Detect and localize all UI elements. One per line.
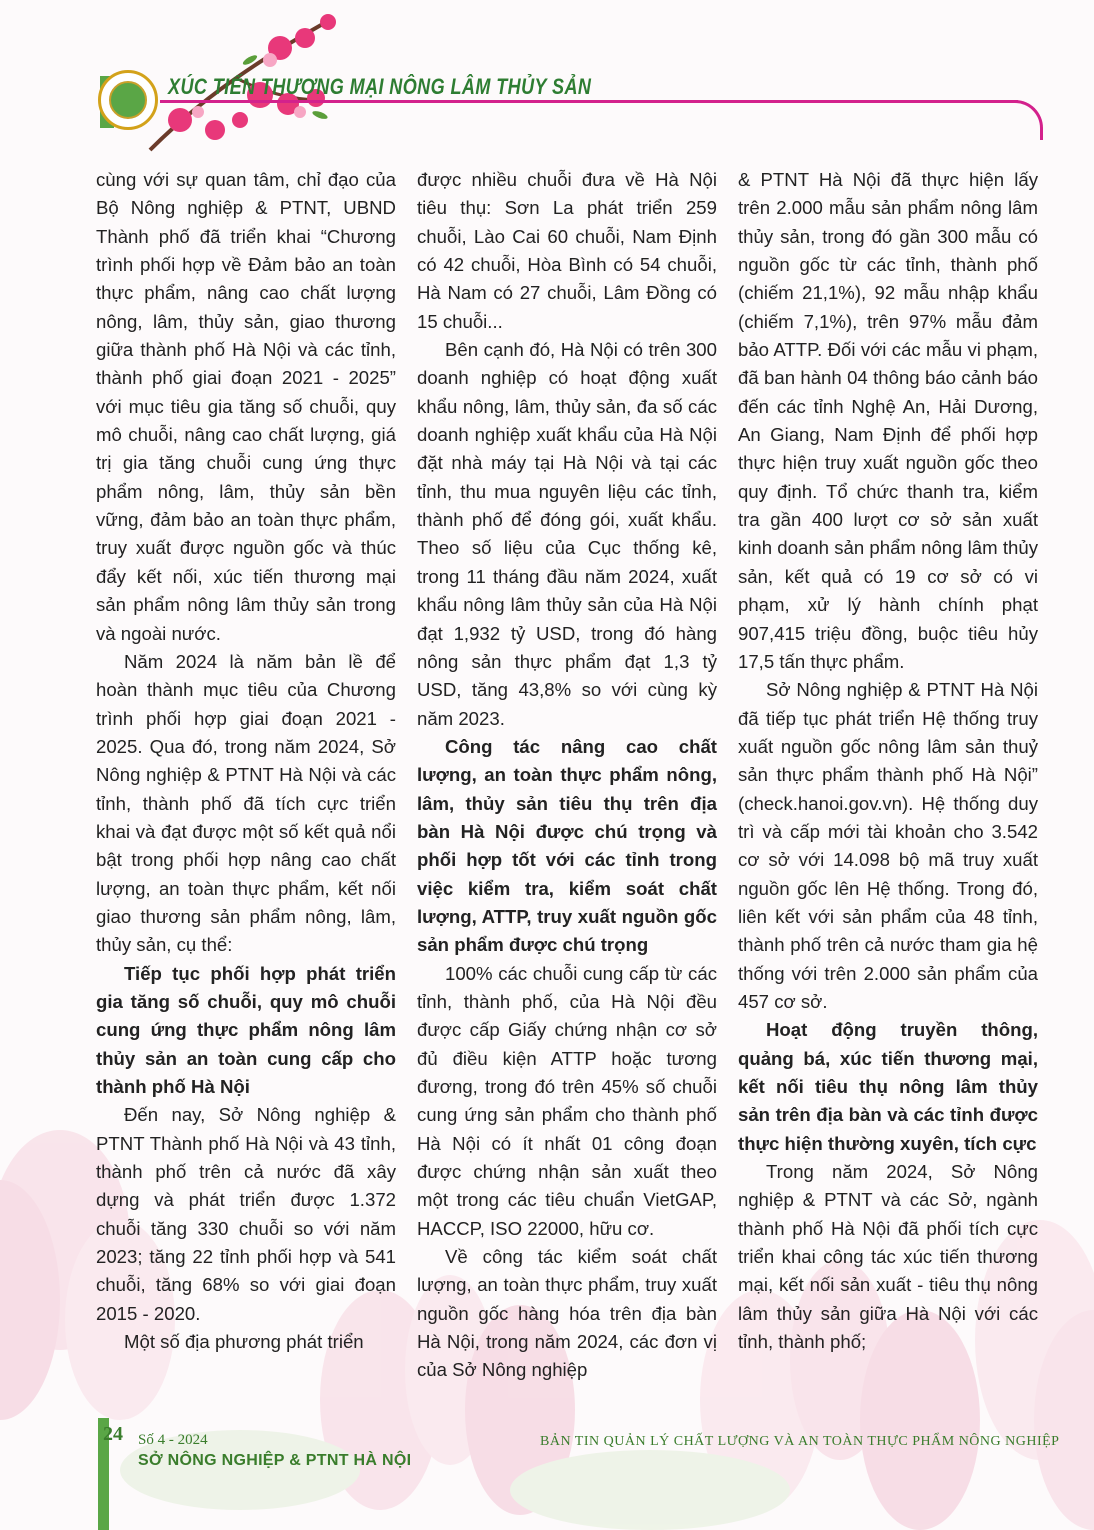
article-column-3	[738, 166, 1038, 1356]
department-logo	[98, 70, 158, 130]
paragraph: Sở Nông nghiệp & PTNT Hà Nội đã tiếp tục phát triển Hệ thống truy xuất nguồn gốc nông lâm sản thuỷ sản thực phẩm thành phố Hà Nội” (check.hanoi.gov.vn). Hệ thống duy trì và cấp mới tài khoản cho 3.542 cơ sở với 14.098 bộ mã truy xuất nguồn gốc lên Hệ thống. Trong đó, liên kết với sản phẩm của 48 tỉnh, thành phố trên cả nước tham gia hệ thống với trên 2.000 sản phẩm của 457 cơ sở.	[738, 679, 1038, 1012]
paragraph: Trong năm 2024, Sở Nông nghiệp & PTNT và các Sở, ngành thành phố Hà Nội đã phối tích cực triển khai công tác xúc tiến thương mại, kết nối sản xuất - tiêu thụ nông lâm thủy sản giữa Hà Nội với các tỉnh, thành phố;	[738, 1161, 1038, 1353]
paragraph: cùng với sự quan tâm, chỉ đạo của Bộ Nông nghiệp & PTNT, UBND Thành phố đã triển khai “Chương trình phối hợp về Đảm bảo an toàn thực phẩm, nâng cao chất lượng nông, lâm, thủy sản, giao thương giữa thành phố Hà Nội và các tỉnh, thành phố giai đoạn 2021 - 2025” với mục tiêu gia tăng số chuỗi, quy mô chuỗi, nâng cao chất lượng, giá trị gia tăng chuỗi cung ứng thực phẩm nông, lâm, thủy sản bền vững, đảm bảo an toàn thực phẩm, truy xuất được nguồn gốc và thúc đẩy kết nối, xúc tiến thương mại sản phẩm nông lâm thủy sản trong và ngoài nước.	[96, 169, 396, 644]
article-column-1	[96, 166, 396, 1356]
subheading: Công tác nâng cao chất lượng, an toàn thực phẩm nông, lâm, thủy sản tiêu thụ trên địa bàn Hà Nội được chú trọng và phối hợp tốt với các tỉnh trong việc kiểm tra, kiểm soát chất lượng, ATTP, truy xuất nguồn gốc sản phẩm được chú trọng	[417, 735, 717, 956]
page-number: 24	[103, 1423, 123, 1445]
subheading: Hoạt động truyền thông, quảng bá, xúc tiến thương mại, kết nối tiêu thụ nông lâm thủy sản trên địa bàn và các tỉnh được thực hiện thường xuyên, tích cực	[738, 1019, 1038, 1154]
header-rule	[160, 100, 1018, 103]
section-title: XÚC TIẾN THƯƠNG MẠI NÔNG LÂM THỦY SẢN	[168, 74, 592, 99]
publisher-label: SỞ NÔNG NGHIỆP & PTNT HÀ NỘI	[138, 1452, 412, 1469]
paragraph: & PTNT Hà Nội đã thực hiện lấy trên 2.000 mẫu sản phẩm nông lâm thủy sản, trong đó gần 300 mẫu có nguồn gốc từ các tỉnh, thành phố (chiếm 21,1%), 92 mẫu nhập khẩu (chiếm 7,1%), trên 97% mẫu đảm bảo ATTP. Đối với các mẫu vi phạm, đã ban hành 04 thông báo cảnh báo đến các tỉnh Nghệ An, Hải Dương, An Giang, Nam Định để phối hợp thực hiện truy xuất nguồn gốc theo quy định. Tổ chức thanh tra, kiểm tra gần 400 lượt cơ sở sản xuất kinh doanh sản phẩm nông lâm thủy sản, kết quả có 19 cơ sở có vi phạm, xử lý hành chính phạt 907,415 triệu đồng, buộc tiêu hủy 17,5 tấn thực phẩm.	[738, 169, 1038, 672]
paragraph: Một số địa phương phát triển	[124, 1331, 364, 1353]
logo-emblem-icon	[109, 81, 147, 119]
page-header	[0, 0, 1094, 165]
paragraph: được nhiều chuỗi đưa về Hà Nội tiêu thụ: Sơn La phát triển 259 chuỗi, Lào Cai 60 chuỗi, Nam Định có 42 chuỗi, Hòa Bình có 54 chuỗi, Hà Nam có 27 chuỗi, Lâm Đồng có 15 chuỗi...	[417, 169, 717, 332]
paragraph: Năm 2024 là năm bản lề để hoàn thành mục tiêu của Chương trình phối hợp giai đoạn 2021 - 2025. Qua đó, trong năm 2024, Sở Nông nghiệp & PTNT Hà Nội và các tỉnh, thành phố đã tích cực triển khai và đạt được một số kết quả nổi bật trong phối hợp nâng cao chất lượng, an toàn thực phẩm, kết nối giao thương sản phẩm nông, lâm, thủy sản, cụ thể:	[96, 650, 396, 956]
subheading: Tiếp tục phối hợp phát triển gia tăng số chuỗi, quy mô chuỗi cung ứng thực phẩm nông lâm thủy sản an toàn cung cấp cho thành phố Hà Nội	[96, 962, 396, 1097]
paragraph: 100% các chuỗi cung cấp từ các tỉnh, thành phố, của Hà Nội đều được cấp Giấy chứng nhận cơ sở đủ điều kiện ATTP hoặc tương đương, trong đó trên 45% số chuỗi cung ứng sản phẩm cho thành phố Hà Nội có ít nhất 01 công đoạn được chứng nhận sản xuất theo một trong các tiêu chuẩn VietGAP, HACCP, ISO 22000, hữu cơ.	[417, 962, 717, 1239]
paragraph: Bên cạnh đó, Hà Nội có trên 300 doanh nghiệp có hoạt động xuất khẩu nông, lâm, thủy sản, đa số các doanh nghiệp xuất khẩu của Hà Nội đặt nhà máy tại Hà Nội và tại các tỉnh, thu mua nguyên liệu các tỉnh, thành phố để đóng gói, xuất khẩu. Theo số liệu của Cục thống kê, trong 11 tháng đầu năm 2024, xuất khẩu nông lâm thủy sản của Hà Nội đạt 1,932 tỷ USD, trong đó hàng nông sản thực phẩm đạt 1,3 tỷ USD, tăng 43,8% so với cùng kỳ năm 2023.	[417, 339, 717, 729]
bulletin-title: BẢN TIN QUẢN LÝ CHẤT LƯỢNG VÀ AN TOÀN THỰC PHẨM NÔNG NGHIỆP	[540, 1434, 1060, 1449]
header-rule-curve	[1008, 100, 1043, 140]
paragraph: Đến nay, Sở Nông nghiệp & PTNT Thành phố Hà Nội và 43 tỉnh, thành phố trên cả nước đã xây dựng và phát triển được 1.372 chuỗi tăng 330 chuỗi so với năm 2023; tăng 22 tỉnh phối hợp và 541 chuỗi, tăng 68% so với giai đoạn 2015 - 2020.	[96, 1104, 396, 1324]
article-column-2	[417, 166, 717, 1385]
paragraph: Về công tác kiểm soát chất lượng, an toàn thực phẩm, truy xuất nguồn gốc hàng hóa trên địa bàn Hà Nội, trong năm 2024, các đơn vị của Sở Nông nghiệp	[417, 1246, 717, 1381]
issue-label: Số 4 - 2024	[138, 1432, 208, 1448]
